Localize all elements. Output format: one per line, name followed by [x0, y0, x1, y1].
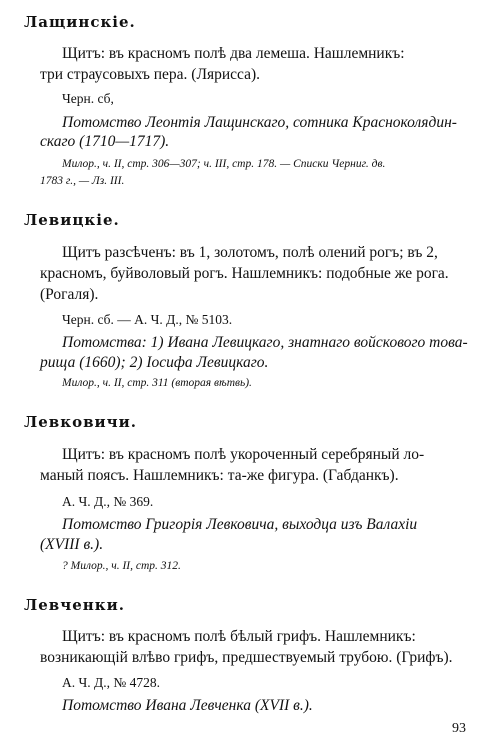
entry-heading: Лащинскіе.: [24, 13, 136, 31]
blazon-line: Щитъ: въ красномъ полѣ два лемеша. Нашлемникъ:: [62, 45, 405, 62]
reference-line: Черн. сб. — А. Ч. Д., № 5103.: [62, 312, 233, 327]
source-line: Милор., ч. II, стр. 306—307; ч. III, стр. 178. — Списки Черниг. дв.: [62, 158, 386, 170]
lineage-line: Потомство Леонтія Лащинскаго, сотника Красноколядин-: [62, 114, 457, 131]
lineage-line: Потомство Григорія Левковича, выходца изъ Валахіи: [62, 516, 418, 533]
blazon-line: (Рогаля).: [40, 286, 99, 303]
lineage-line: скаго (1710—1717).: [40, 133, 170, 150]
reference-line: А. Ч. Д., № 4728.: [62, 675, 160, 690]
source-line: Милор., ч. II, стр. 311 (вторая вѣтвь).: [62, 377, 252, 389]
blazon-line: Щитъ разсѣченъ: въ 1, золотомъ, полѣ олений рогъ; въ 2,: [62, 244, 438, 261]
lineage-line: (XVIII в.).: [40, 536, 104, 553]
blazon-line: три страусовыхъ пера. (Лярисса).: [40, 66, 260, 83]
lineage-line: Потомство Ивана Левченка (XVII в.).: [62, 697, 313, 714]
entry-heading: Левковичи.: [24, 413, 137, 431]
source-line: ? Милор., ч. II, стр. 312.: [62, 560, 181, 572]
entry-heading: Левченки.: [24, 596, 125, 614]
lineage-line: Потомства: 1) Ивана Левицкаго, знатнаго войскового това-: [62, 334, 468, 351]
blazon-line: Щитъ: въ красномъ полѣ бѣлый грифъ. Нашлемникъ:: [62, 628, 416, 645]
blazon-line: возникающій влѣво грифъ, предшествуемый трубою. (Грифъ).: [40, 649, 453, 666]
lineage-line: рища (1660); 2) Іосифа Левицкаго.: [40, 354, 269, 371]
blazon-line: красномъ, буйволовый рогъ. Нашлемникъ: подобные же рога.: [40, 265, 449, 282]
page-number: 93: [452, 721, 466, 736]
blazon-line: маный поясъ. Нашлемникъ: та-же фигура. (Габданкъ).: [40, 467, 399, 484]
blazon-line: Щитъ: въ красномъ полѣ укороченный серебряный ло-: [62, 446, 425, 463]
reference-line: Черн. сб,: [62, 91, 114, 106]
source-line: 1783 г., — Лз. III.: [40, 175, 125, 187]
reference-line: А. Ч. Д., № 369.: [62, 494, 154, 509]
entry-heading: Левицкіе.: [24, 211, 120, 229]
